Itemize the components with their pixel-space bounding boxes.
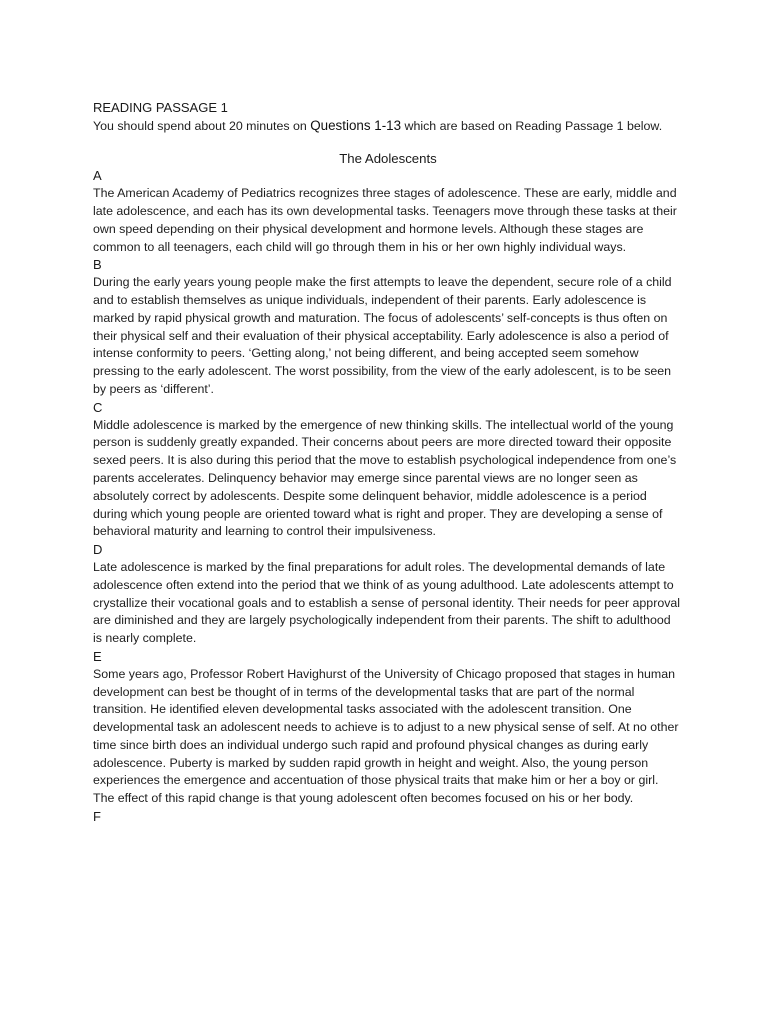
- section-paragraph: During the early years young people make the first attempts to leave the dependent, secure role of a child and to establish themselves as unique individuals, independent of their parents. Early adolescence is marked by rapid physical growth and maturation. The focus of adolescents’ self-concepts is thus often on their physical self and their evaluation of their physical acceptability. Early adolescence is also a period of intense conformity to peers. ‘Getting along,’ not being different, and being accepted seem somehow pressing to the early adolescent. The worst possibility, from the view of the early adolescent, is to be seen by peers as ‘different’.: [93, 275, 672, 396]
- section-b: [93, 256, 683, 398]
- section-c: [93, 399, 683, 541]
- passage-title: The Adolescents: [339, 150, 437, 166]
- section-d: [93, 541, 683, 648]
- passage-heading: READING PASSAGE 1: [93, 100, 228, 115]
- section-letter: D: [93, 542, 103, 558]
- section-paragraph: Late adolescence is marked by the final preparations for adult roles. The developmental demands of late adolescence often extend into the period that we think of as young adulthood. Late adolescents attempt to crystallize their vocational goals and to establish a sense of personal identity. Their needs for peer approval are diminished and they are largely psychologically independent from their parents. The shift to adulthood is nearly complete.: [93, 559, 681, 646]
- intro-prefix: You should spend about 20 minutes on: [93, 118, 311, 133]
- intro-suffix: which are based on Reading Passage 1 below.: [401, 118, 663, 133]
- section-a: [93, 167, 683, 256]
- document-page: [93, 99, 683, 826]
- intro-instructions: [93, 117, 683, 136]
- section-e: [93, 648, 683, 808]
- section-paragraph: The American Academy of Pediatrics recognizes three stages of adolescence. These are early, middle and late adolescence, and each has its own developmental tasks. Teenagers move through these tasks at their own speed depending on their physical development and hormone levels. Although these stages are common to all teenagers, each child will go through them in his or her own highly individual ways.: [93, 186, 677, 254]
- section-letter: E: [93, 648, 102, 664]
- questions-reference: Questions 1-13: [310, 117, 402, 133]
- section-paragraph: Middle adolescence is marked by the emergence of new thinking skills. The intellectual world of the young person is suddenly greatly expanded. Their concerns about peers are more directed toward their opposite sexed peers. It is also during this period that the move to establish psychological independence from one’s parents accelerates. Delinquency behavior may emerge since parental views are no longer seen as absolutely correct by adolescents. Despite some delinquent behavior, middle adolescence is a period during which young people are oriented toward what is right and proper. They are developing a sense of behavioral maturity and learning to control their impulsiveness.: [93, 417, 677, 539]
- section-f: [93, 808, 683, 826]
- section-letter: A: [93, 168, 102, 184]
- section-paragraph: Some years ago, Professor Robert Havighurst of the University of Chicago proposed that stages in human development can best be thought of in terms of the developmental tasks that are part of the normal transition. He identified eleven developmental tasks associated with the adolescent transition. One developmental task an adolescent needs to achieve is to adjust to a new physical sense of self. At no other time since birth does an individual undergo such rapid and profound physical changes as during early adolescence. Puberty is marked by sudden rapid growth in height and weight. Also, the young person experiences the emergence and accentuation of those physical traits that make him or her a boy or girl. The effect of this rapid change is that young adolescent often becomes focused on his or her body.: [93, 666, 679, 806]
- section-letter: C: [93, 399, 103, 415]
- section-letter: F: [93, 809, 101, 825]
- section-letter: B: [93, 257, 102, 273]
